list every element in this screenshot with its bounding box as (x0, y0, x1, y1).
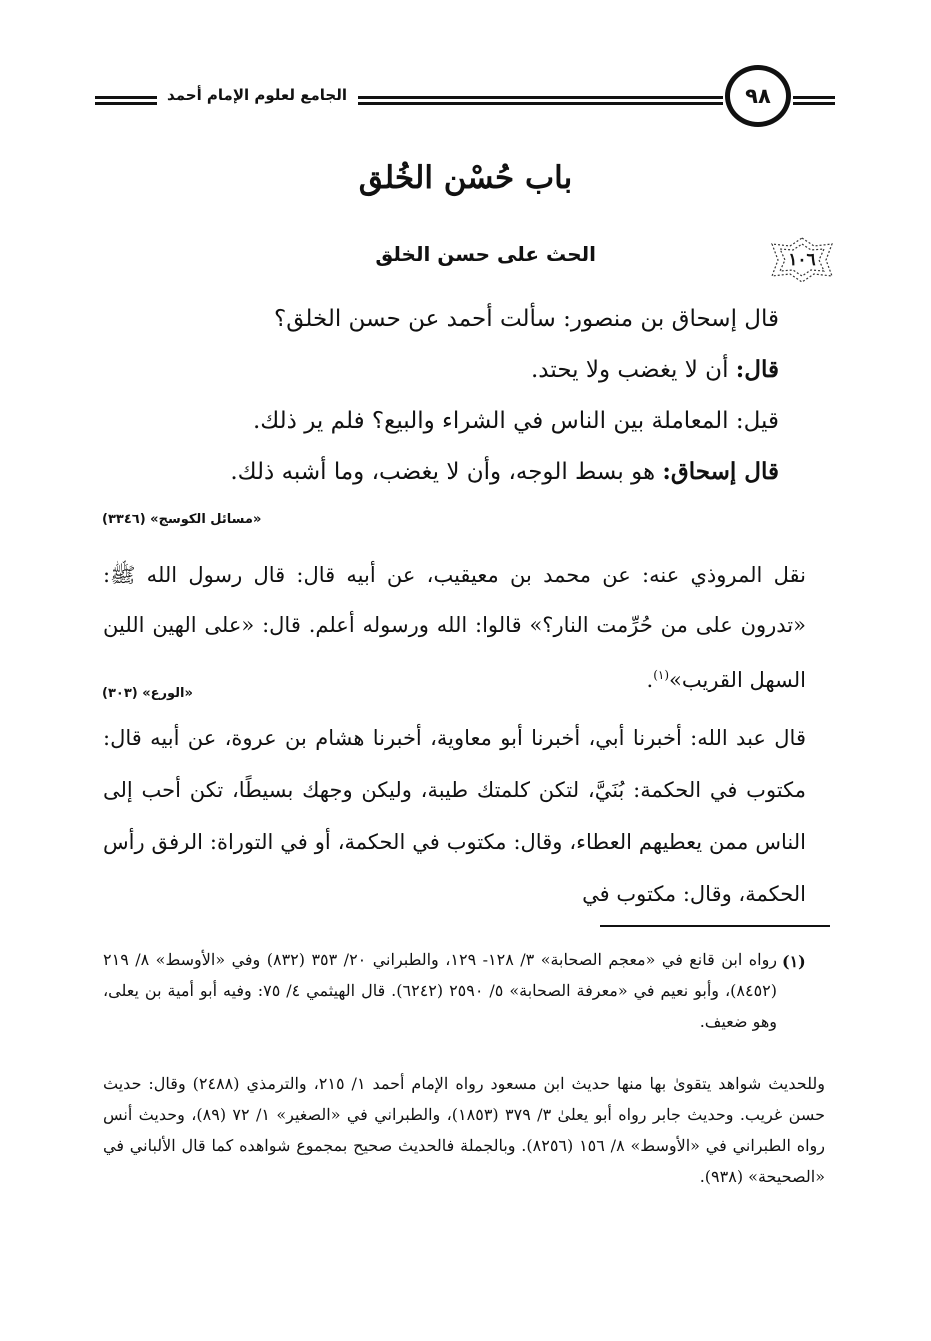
page-number: ٩٨ (725, 65, 791, 127)
wisdom-paragraph: قال عبد الله: أخبرنا أبي، أخبرنا أبو معاوية، أخبرنا هشام بن عروة، عن أبيه قال: مكتوب في الحكمة: بُنَيَّ، لتكن كلمتك طيبة، وليكن وجهك بسيطًا، تكن أحب إلى الناس ممن يعطيهم العطاء، وقال: مكتوب في الحكمة، أو في التوراة: الرفق رأس الحكمة، وقال: مكتوب في (103, 726, 806, 906)
header-rule-right (793, 96, 835, 105)
source-reference: «الورع» (٣٠٣) (102, 686, 193, 701)
footnote-text: رواه ابن قانع في «معجم الصحابة» ٣/ ١٢٨- ١٢٩، والطبراني ٢٠/ ٣٥٣ (٨٣٢) وفي «الأوسط» ٨/ ٢١٩ (٨٤٥٢)، وأبو نعيم في «معرفة الصحابة» ٥/ ٢٥٩٠ (٦٢٤٢). قال الهيثمي ٤/ ٧٥: وفيه أبو أمية بن يعلى، وهو ضعيف. (103, 950, 778, 1031)
text-line (230, 460, 779, 484)
section-number: ١٠٦ (788, 250, 816, 270)
section-title: الحث على حسن الخلق (375, 242, 596, 266)
footnote-text: وللحديث شواهد يتقوىٰ بها منها حديث ابن مسعود رواه الإمام أحمد ١/ ٢١٥، والترمذي (٢٤٨٨) وقال: حديث حسن غريب. وحديث جابر رواه أبو يعلىٰ ٣/ ٣٧٩ (١٨٥٣)، والطبراني في «الصغير» ١/ ٧٢ (٨٩)، وحديث أنس رواه الطبراني في «الأوسط» ٨/ ١٥٦ (٨٢٥٦). وبالجملة فالحديث صحيح بمجموع شواهده كما قال الألباني في «الصحيحة» (٩٣٨). (103, 1074, 826, 1186)
header-rule-middle (358, 96, 723, 105)
line-text: هو بسط الوجه، وأن لا يغضب، وما أشبه ذلك. (230, 459, 663, 485)
text-line: قيل: المعاملة بين الناس في الشراء والبيع؟ فلم ير ذلك. (252, 408, 779, 434)
paragraph-text: نقل المروذي عنه: عن محمد بن معيقيب، عن أبيه قال: قال رسول الله ﷺ: «تدرون على من حُرِّمت النار؟» قالوا: الله ورسوله أعلم. قال: «على الهين اللين السهل القريب» (103, 563, 806, 692)
section-heading (0, 236, 931, 286)
source-reference: «مسائل الكوسج» (٣٣٤٦) (102, 512, 262, 527)
chapter-title: باب حُسْن الخُلق (358, 160, 573, 196)
header-rule-left (95, 96, 157, 105)
footnote-marker: (١) (782, 952, 806, 971)
hadith-paragraph: نقل المروذي عنه: عن محمد بن معيقيب، عن أبيه قال: قال رسول الله ﷺ: «تدرون على من حُرِّمت النار؟» قالوا: الله ورسوله أعلم. قال: «على الهين اللين السهل القريب»$^{(١)}$. (103, 563, 806, 692)
section-number-badge (756, 236, 848, 284)
line-text: أن لا يغضب ولا يحتد. (531, 357, 736, 383)
book-title: الجامع لعلوم الإمام أحمد (167, 86, 347, 104)
text-line: قال إسحاق بن منصور: سألت أحمد عن حسن الخلق؟ (274, 306, 779, 332)
footnote-reference: (١) (653, 668, 670, 682)
text-line (531, 358, 779, 382)
speaker-label: قال إسحاق: (662, 458, 779, 485)
running-header (95, 62, 835, 132)
footnote-separator (600, 925, 830, 927)
speaker-label: قال: (735, 356, 779, 383)
